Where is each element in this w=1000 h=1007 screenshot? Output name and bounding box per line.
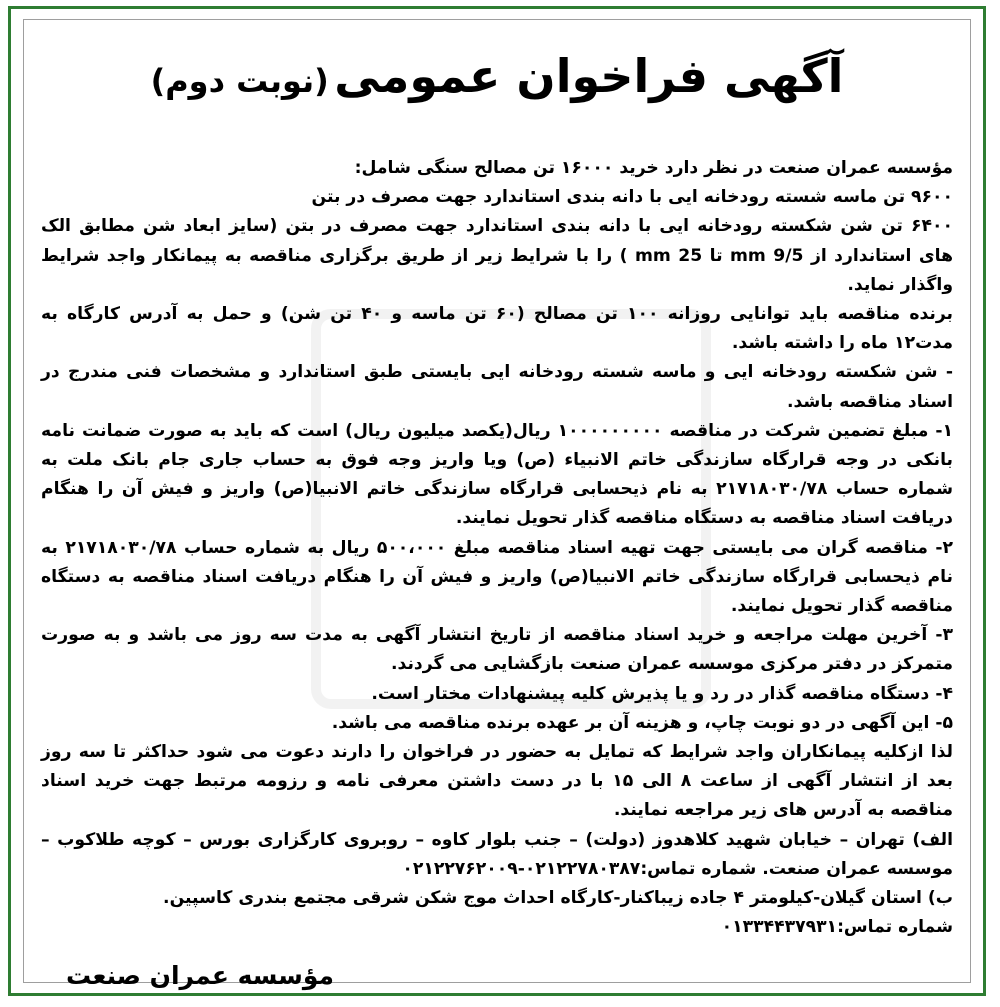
ad-subtitle: (نوبت دوم)	[150, 62, 329, 100]
sand-line: ۹۶۰۰ تن ماسه شسته رودخانه ایی با دانه بندی استاندارد جهت مصرف در بتن	[311, 187, 953, 208]
capacity-line: برنده مناقصه باید توانایی روزانه ۱۰۰ تن مصالح (۶۰ تن ماسه و ۴۰ تن شن) و حمل به آدرس کارگاه به مدت۱۲ ماه را داشته باشد.	[41, 304, 953, 354]
intro-line: مؤسسه عمران صنعت در نظر دارد خرید ۱۶۰۰۰ تن مصالح سنگی شامل:	[354, 158, 953, 178]
ad-title-block	[11, 49, 983, 103]
standard-note: - شن شکسته رودخانه ایی و ماسه شسته رودخانه ایی بایستی طبق استاندارد و مشخصات فنی مندرج در اسناد مناقصه باشد.	[41, 362, 953, 412]
clause-1: ۱- مبلغ تضمین شرکت در مناقصه ۱۰۰۰۰۰۰۰۰۰ ریال(یکصد میلیون ریال) است که باید به صورت ضمانت نامه بانکی در وجه قرارگاه سازندگی خاتم الانبیاء (ص) ویا واریز وجه فوق به حساب جاری جام بانک ملت به شماره حساب ۲۱۷۱۸۰۳۰/۷۸ به نام ذیحسابی قرارگاه سازندگی خاتم الانبیا(ص) واریز و فیش آن را هنگام دریافت اسناد مناقصه به دستگاه مناقصه گذار تحویل نمایند.	[41, 420, 953, 529]
clause-3: ۳- آخرین مهلت مراجعه و خرید اسناد مناقصه از تاریخ انتشار آگهی به مدت سه روز می باشد و به صورت متمرکز در دفتر مرکزی موسسه عمران صنعت بازگشایی می گردند.	[41, 625, 953, 675]
address-gilan: ب) استان گیلان-کیلومتر ۴ جاده زیباکنار-کارگاه احداث موج شکن شرقی مجتمع بندری کاسپین.	[163, 888, 953, 909]
ad-body	[41, 154, 953, 942]
clause-2: ۲- مناقصه گران می بایستی جهت تهیه اسناد مناقصه مبلغ ۵۰۰،۰۰۰ ریال به شماره حساب ۲۱۷۱۸۰۳۰/۷۸ به نام ذیحسابی قرارگاه سازندگی خاتم الانبیا(ص) واریز و فیش آن را هنگام دریافت اسناد مناقصه به دستگاه مناقصه گذار تحویل نمایند.	[41, 537, 953, 617]
signature: مؤسسه عمران صنعت	[66, 961, 334, 990]
ad-frame	[8, 6, 986, 996]
gravel-line: ۶۴۰۰ تن شن شکسته رودخانه ایی با دانه بندی استاندارد جهت مصرف در بتن (سایز ابعاد شن مطابق الک های استاندارد از 9/5 mm تا 25 mm ) را با شرایط زیر از طریق برگزاری مناقصه به پیمانکار واجد شرایط واگذار نماید.	[41, 216, 954, 295]
ad-title: آگهی فراخوان عمومی	[334, 49, 844, 103]
clause-5: ۵- این آگهی در دو نوبت چاپ، و هزینه آن بر عهده برنده مناقصه می باشد.	[331, 712, 953, 733]
clause-4: ۴- دستگاه مناقصه گذار در رد و یا پذیرش کلیه پیشنهادات مختار است.	[371, 683, 953, 704]
invitation-text: لذا ازکلیه پیمانکاران واجد شرایط که تمایل به حضور در فراخوان را دارند دعوت می شود حداکثر تا سه روز بعد از انتشار آگهی از ساعت ۸ الی ۱۵ با در دست داشتن معرفی نامه و رزومه مرتبط جهت خرید اسناد مناقصه به آدرس های زیر مراجعه نمایند.	[41, 742, 953, 821]
address-tehran: الف) تهران – خیابان شهید کلاهدوز (دولت) – جنب بلوار کاوه – روبروی کارگزاری بورس – کوچه طلاکوب – موسسه عمران صنعت. شماره تماس:۰۲۱۲۲۷۸۰۳۸۷-۰۲۱۲۲۷۶۲۰۰۹	[41, 829, 953, 879]
contact-phone: شماره تماس:۰۱۳۳۴۴۳۷۹۳۱	[721, 917, 953, 938]
